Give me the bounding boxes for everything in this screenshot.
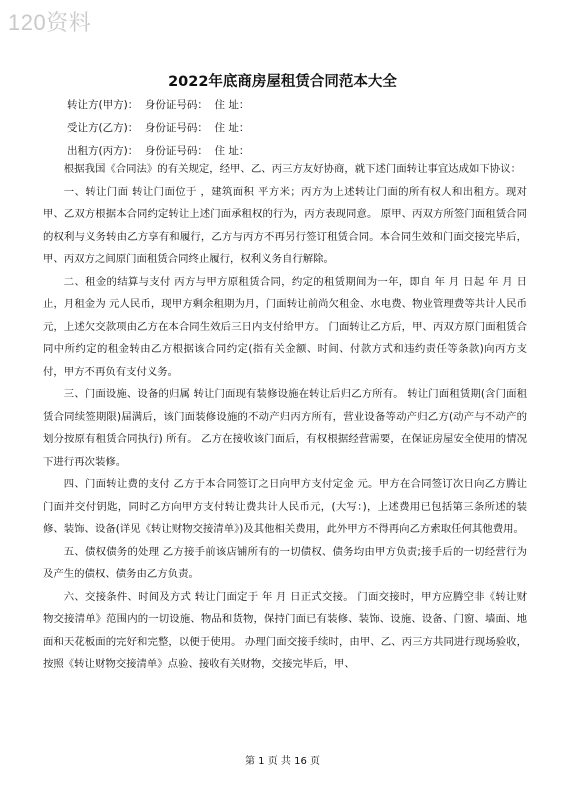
party-line-lessor: 出租方(丙方)： 身份证号码： 住 址： bbox=[67, 145, 250, 157]
watermark-logo: 120资料 bbox=[8, 10, 92, 35]
paragraph-clause-4: 四、门面转让费的支付 乙方于本合同签订之日向甲方支付定金 元。甲方在合同签订次日向乙方腾让门面并交付钥匙，同时乙方向甲方支付转让费共计人民币元，(大写：)，上述费用已包括第三条所述的装修、装饰、设备(详见《转让财物交接清单》)及其他相关费用，此外甲方不得再向乙方索取任何其他费用。 bbox=[43, 478, 527, 535]
party-line-transferor: 转让方(甲方)： 身份证号码： 住 址： bbox=[67, 99, 250, 111]
paragraph-clause-3: 三、门面设施、设备的归属 转让门面现有装修设施在转让后归乙方所有。 转让门面租赁期(含门面租赁合同续签期限)届满后，该门面装修设施的不动产归丙方所有，营业设备等动产归乙方(动产与不动产的划分按原有租赁合同执行) 所有。 乙方在接收该门面后，有权根据经营需要，在保证房屋安全使用的情况下进行再次装修。 bbox=[43, 388, 527, 468]
page-number: 第 1 页 共 16 页 bbox=[245, 756, 320, 767]
paragraph-preamble: 根据我国《合同法》的有关规定，经甲、乙、丙三方友好协商，就下述门面转让事宜达成如下协议： bbox=[63, 163, 521, 175]
paragraph-clause-6: 六、交接条件、时间及方式 转让门面定于 年 月 日正式交接。 门面交接时，甲方应腾空非《转让财物交接清单》范围内的一切设施、物品和货物，保持门面已有装修、装饰、设施、设备、门窗、墙面、地面和天花板面的完好和完整，以便于使用。 办理门面交接手续时，由甲、乙、丙三方共同进行现场验收，按照《转让财物交接清单》点验、接收有关财物，交接完毕后，甲、 bbox=[43, 590, 527, 670]
paragraph-clause-1: 一、转让门面 转让门面位于 ，建筑面积 平方米；丙方为上述转让门面的所有权人和出租方。现对甲、乙双方根据本合同约定转让上述门面承租权的行为，丙方表现同意。 原甲、丙双方所签门面租赁合同的权利与义务转由乙方享有和履行，乙方与丙方不再另行签订租赁合同。本合同生效和门面交接完毕后，甲、丙双方之间原门面租赁合同终止履行，权利义务自行解除。 bbox=[43, 185, 527, 265]
document-title: 2022年底商房屋租赁合同范本大全 bbox=[168, 74, 397, 90]
paragraph-clause-2: 二、租金的结算与支付 丙方与甲方原租赁合同，约定的租赁期间为一年，即自 年 月 日起 年 月 日止，月租金为 元人民币，现甲方剩余租期为月，门面转让前尚欠租金、水电费、物业管理费等共计人民币 元，上述欠交款项由乙方在本合同生效后三日内支付给甲方。 门面转让乙方后，甲、丙双方原门面租赁合同中所约定的租金转由乙方根据该合同约定(指有关金额、时间、付款方式和违约责任等条款)向丙方支付，甲方不再负有支付义务。 bbox=[43, 275, 527, 378]
party-line-transferee: 受让方(乙方)： 身份证号码： 住 址： bbox=[67, 122, 250, 134]
paragraph-clause-5: 五、债权债务的处理 乙方接手前该店铺所有的一切债权、债务均由甲方负责;接手后的一切经营行为及产生的债权、债务由乙方负责。 bbox=[43, 545, 527, 580]
contract-body bbox=[43, 158, 527, 676]
